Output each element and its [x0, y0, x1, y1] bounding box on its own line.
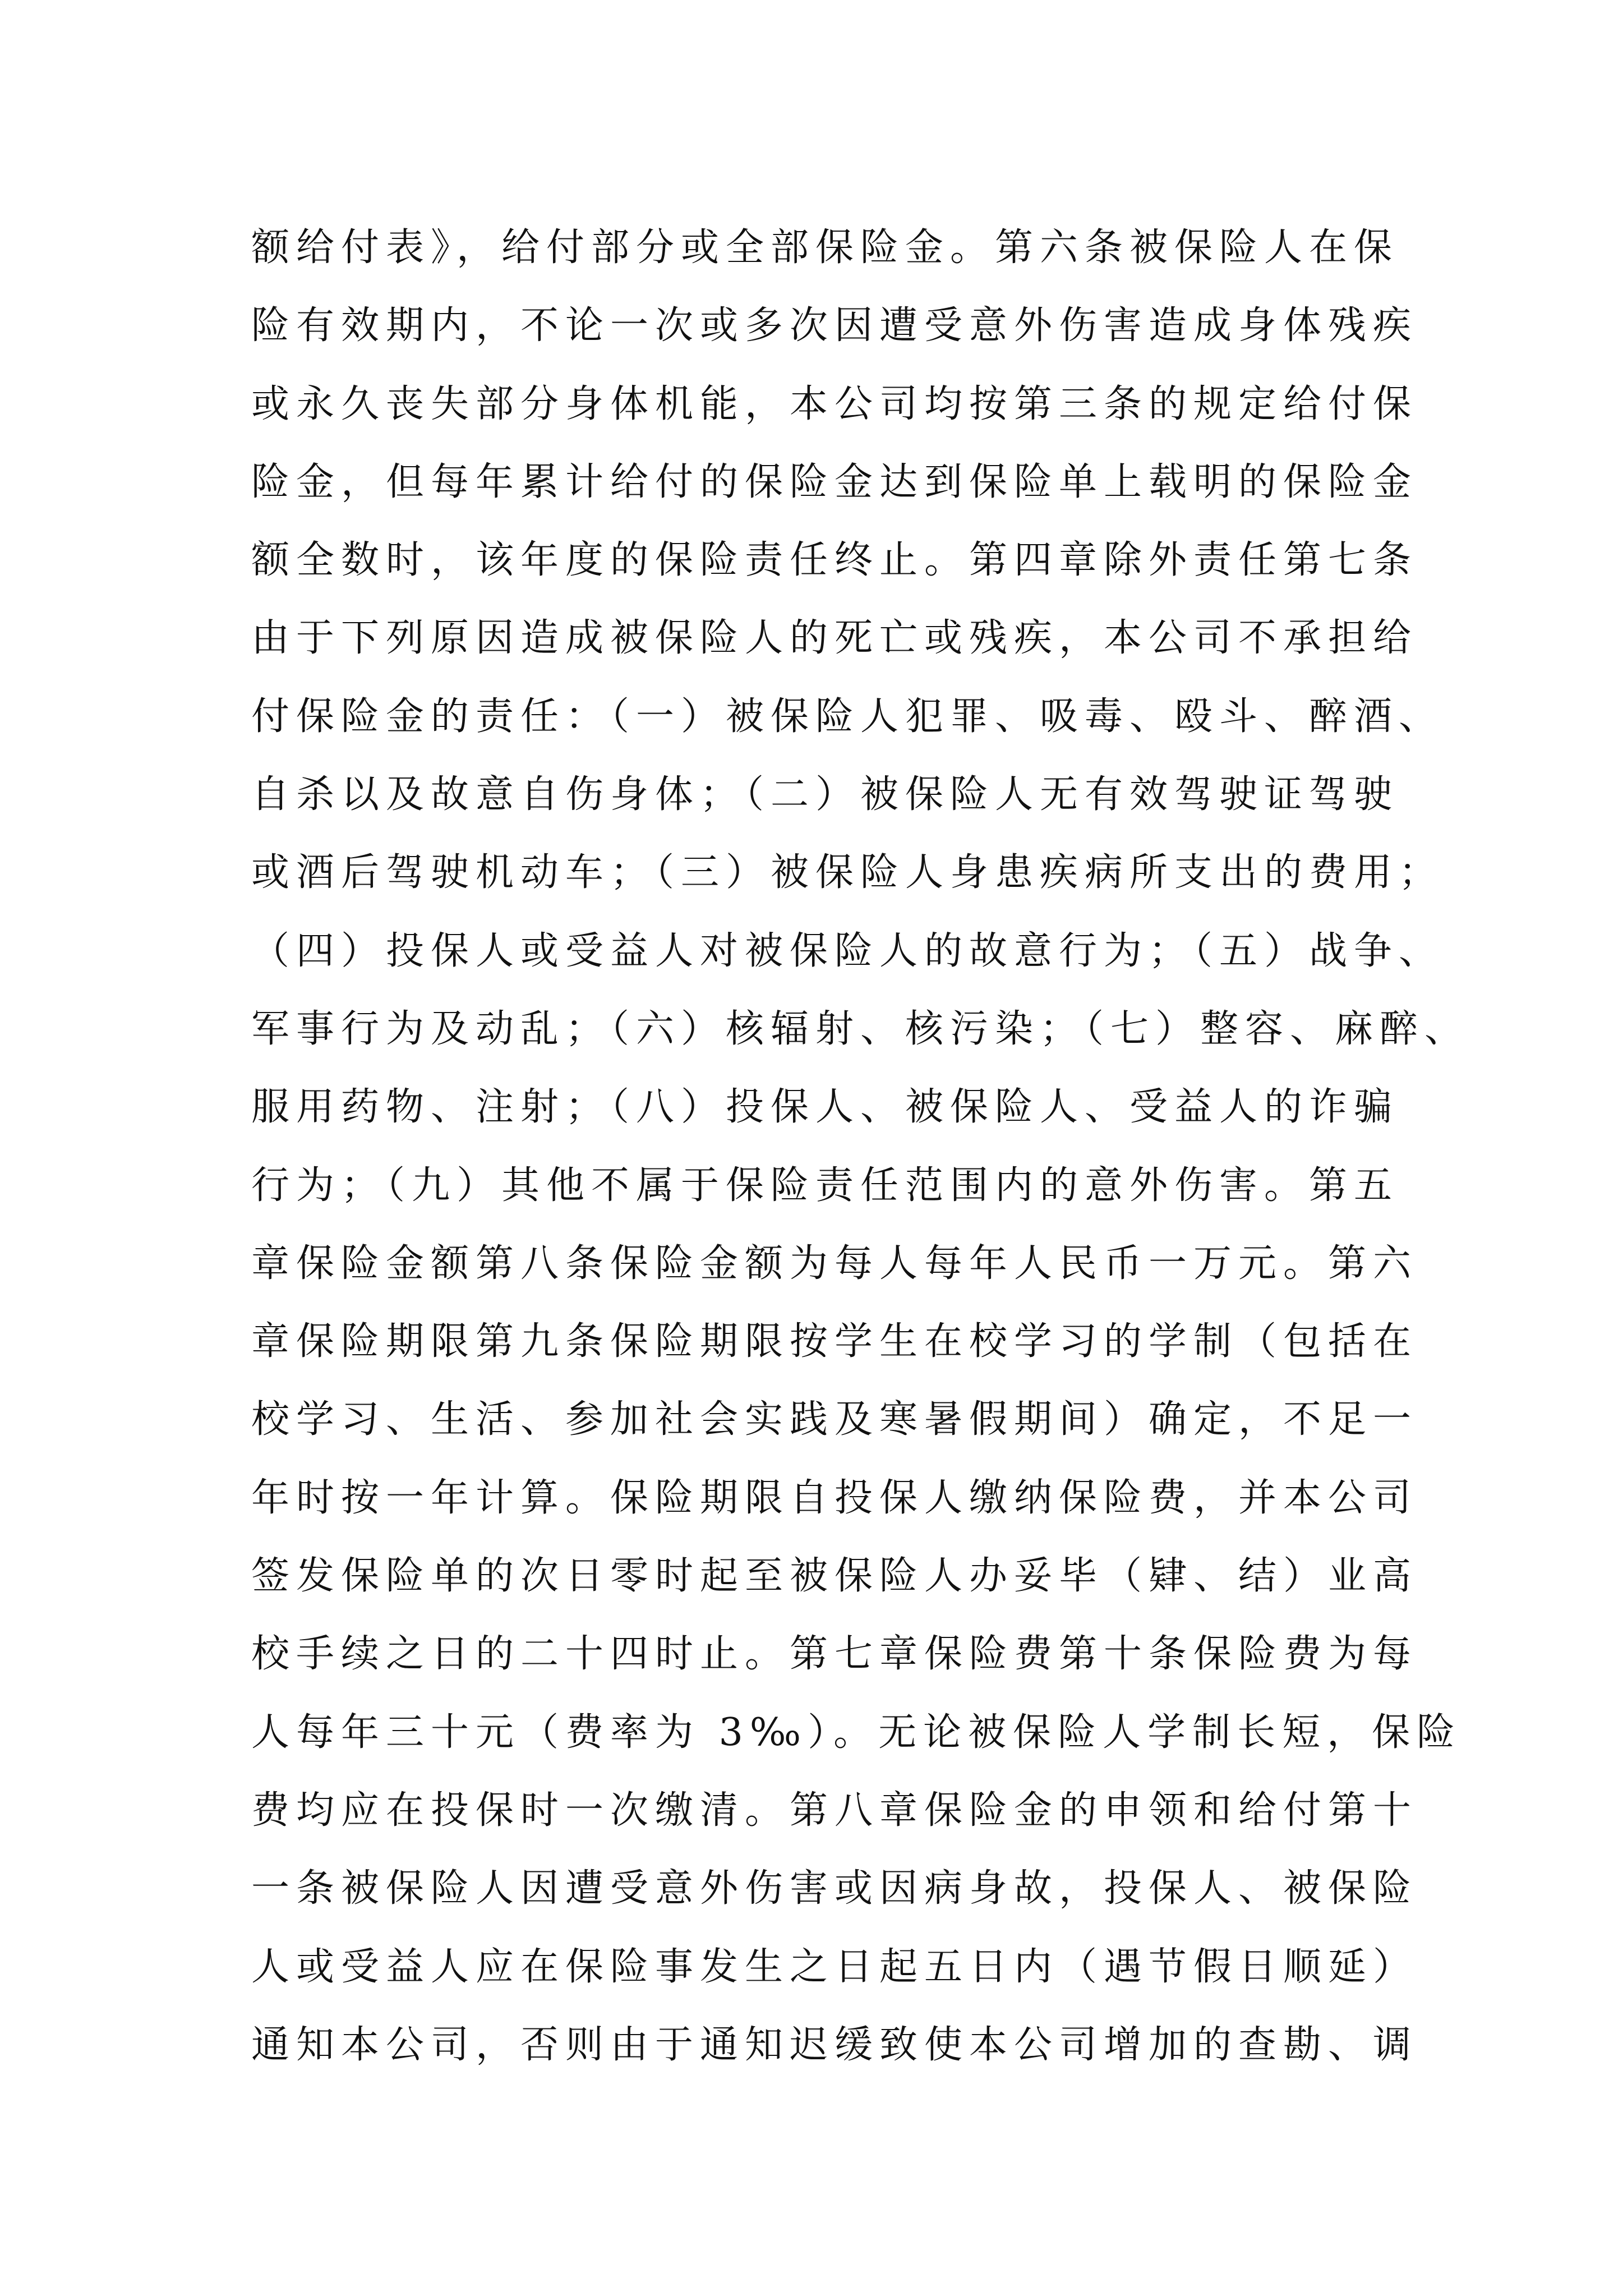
- text-line: 年时按一年计算。保险期限自投保人缴纳保险费，并本公司: [251, 1475, 1418, 1520]
- text-line: 险有效期内，不论一次或多次因遭受意外伤害造成身体残疾: [251, 303, 1418, 348]
- text-line: 险金，但每年累计给付的保险金达到保险单上载明的保险金: [251, 459, 1418, 504]
- text-line: 人或受益人应在保险事发生之日起五日内（遇节假日顺延）: [251, 1944, 1418, 1989]
- text-line: 费均应在投保时一次缴清。第八章保险金的申领和给付第十: [251, 1788, 1418, 1833]
- text-line: 付保险金的责任：（一）被保险人犯罪、吸毒、殴斗、醉酒、: [251, 694, 1444, 739]
- text-line: 或酒后驾驶机动车；（三）被保险人身患疾病所支出的费用；: [251, 850, 1444, 895]
- text-line: 或永久丧失部分身体机能，本公司均按第三条的规定给付保: [251, 381, 1418, 426]
- text-line: 行为；（九）其他不属于保险责任范围内的意外伤害。第五: [251, 1163, 1399, 1208]
- text-line: 人每年三十元（费率为 3‰）。无论被保险人学制长短，保险: [251, 1710, 1462, 1755]
- text-line: 校手续之日的二十四时止。第七章保险费第十条保险费为每: [251, 1632, 1418, 1677]
- body-text: [251, 209, 1470, 2084]
- text-line: 军事行为及动乱；（六）核辐射、核污染；（七）整容、麻醉、: [251, 1006, 1470, 1051]
- text-line: 由于下列原因造成被保险人的死亡或残疾，本公司不承担给: [251, 616, 1418, 661]
- text-line: 章保险期限第九条保险期限按学生在校学习的学制（包括在: [251, 1319, 1418, 1364]
- text-line: 额全数时，该年度的保险责任终止。第四章除外责任第七条: [251, 538, 1418, 583]
- text-line: 一条被保险人因遭受意外伤害或因病身故，投保人、被保险: [251, 1866, 1418, 1911]
- text-line: 额给付表》，给付部分或全部保险金。第六条被保险人在保: [251, 226, 1399, 270]
- text-line: 章保险金额第八条保险金额为每人每年人民币一万元。第六: [251, 1241, 1418, 1286]
- text-line: 通知本公司，否则由于通知迟缓致使本公司增加的查勘、调: [251, 2022, 1418, 2067]
- text-line: 签发保险单的次日零时起至被保险人办妥毕（肄、结）业高: [251, 1554, 1418, 1599]
- text-line: 自杀以及故意自伤身体；（二）被保险人无有效驾驶证驾驶: [251, 772, 1399, 817]
- text-line: 服用药物、注射；（八）投保人、被保险人、受益人的诈骗: [251, 1085, 1399, 1130]
- text-line: 校学习、生活、参加社会实践及寒暑假期间）确定，不足一: [251, 1397, 1418, 1442]
- text-line: （四）投保人或受益人对被保险人的故意行为；（五）战争、: [251, 928, 1444, 973]
